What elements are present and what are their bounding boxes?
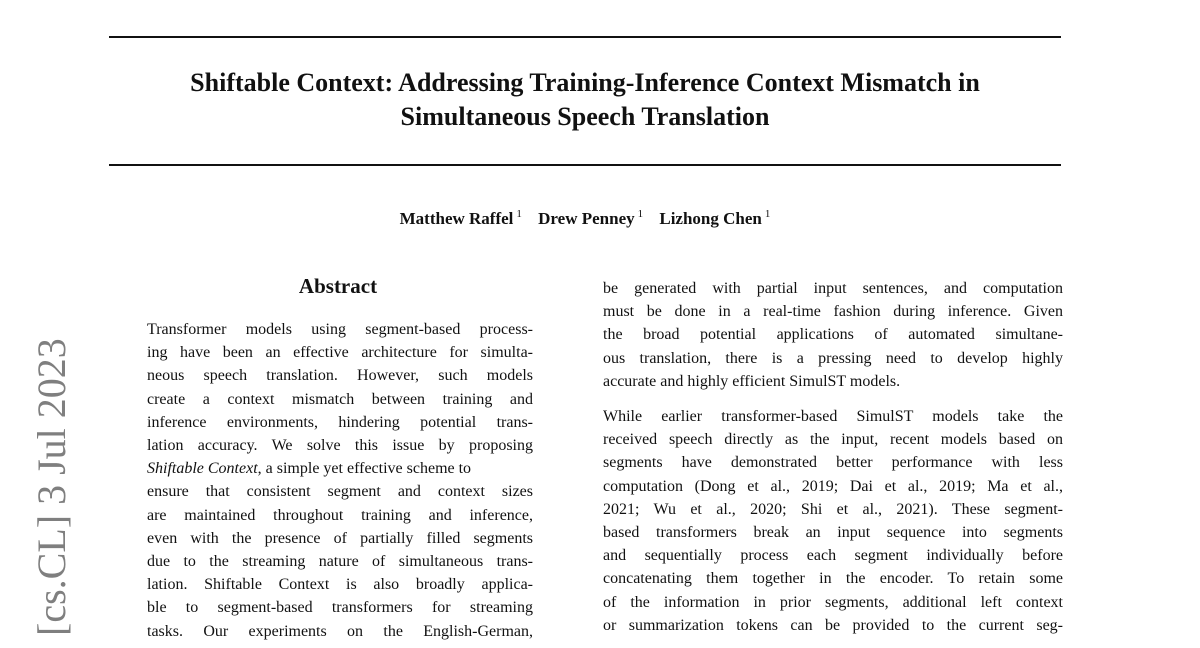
body-line: received speech directly as the input, recent models based on [603, 431, 1063, 449]
title-rule-bottom [109, 164, 1061, 166]
body-line: While earlier transformer-based SimulST models take the [603, 408, 1063, 426]
arxiv-stamp: [cs.CL] 3 Jul 2023 [29, 338, 74, 636]
body-line: and sequentially process each segment individually before [603, 547, 1063, 565]
body-line: be generated with partial input sentences, and computation [603, 280, 1063, 297]
abstract-text [147, 318, 533, 643]
body-line: computation (Dong et al., 2019; Dai et al., 2019; Ma et al., [603, 477, 1063, 495]
affiliation-mark: 1 [637, 208, 644, 220]
body-paragraph-2 [603, 405, 1063, 637]
abstract-line: Transformer models using segment-based process- [147, 321, 533, 338]
abstract-line: neous speech translation. However, such models [147, 367, 533, 385]
body-line: must be done in a real-time fashion during inference. Given [603, 303, 1063, 321]
body-line: concatenating them together in the encoder. To retain some [603, 570, 1063, 588]
abstract-emphasis: Shiftable Context [147, 460, 258, 478]
abstract-line: even with the presence of partially filled segments [147, 529, 533, 547]
author-penney: Drew Penney $^1$ [538, 208, 644, 228]
abstract-line: lation. Shiftable Context is also broadly applica- [147, 576, 533, 594]
abstract-line: lation accuracy. We solve this issue by proposing [147, 437, 533, 455]
body-line: segments have demonstrated better performance with less [603, 454, 1063, 472]
body-line: ous translation, there is a pressing need to develop highly [603, 349, 1063, 367]
body-paragraph-1 [603, 277, 1063, 393]
abstract-line: inference environments, hindering potential trans- [147, 413, 533, 431]
body-line: based transformers break an input sequence into segments [603, 524, 1063, 542]
body-line: of the information in prior segments, additional left context [603, 593, 1063, 611]
author-raffel: Matthew Raffel $^1$ [399, 208, 522, 228]
abstract-line: create a context mismatch between training and [147, 390, 533, 408]
title-line-1: Shiftable Context: Addressing Training-Inference Context Mismatch in [190, 68, 980, 97]
abstract-line: ble to segment-based transformers for streaming [147, 599, 533, 617]
author-chen: Lizhong Chen $^1$ [659, 208, 771, 228]
author-list [109, 208, 1061, 229]
abstract-line: Shiftable Context, a simple yet effective scheme to [147, 460, 472, 478]
body-column-right [603, 277, 1063, 637]
body-line: or summarization tokens can be provided to the current seg- [603, 616, 1063, 634]
body-line: 2021; Wu et al., 2020; Shi et al., 2021). These segment- [603, 500, 1063, 518]
abstract-line: tasks. Our experiments on the English-German, [147, 622, 533, 640]
body-line: the broad potential applications of automated simultane- [603, 326, 1063, 344]
abstract-heading: Abstract [298, 274, 378, 298]
body-line: accurate and highly efficient SimulST models. [603, 372, 901, 390]
title-rule-top [109, 36, 1061, 38]
abstract-line: due to the streaming nature of simultaneous trans- [147, 553, 533, 571]
abstract-line: ing have been an effective architecture for simulta- [147, 344, 533, 362]
affiliation-mark: 1 [516, 208, 522, 220]
paper-title [109, 66, 1061, 134]
title-line-2: Simultaneous Speech Translation [400, 102, 770, 131]
abstract-line: ensure that consistent segment and context sizes [147, 483, 533, 501]
abstract-line: are maintained throughout training and inference, [147, 506, 533, 524]
affiliation-mark: 1 [764, 208, 771, 220]
